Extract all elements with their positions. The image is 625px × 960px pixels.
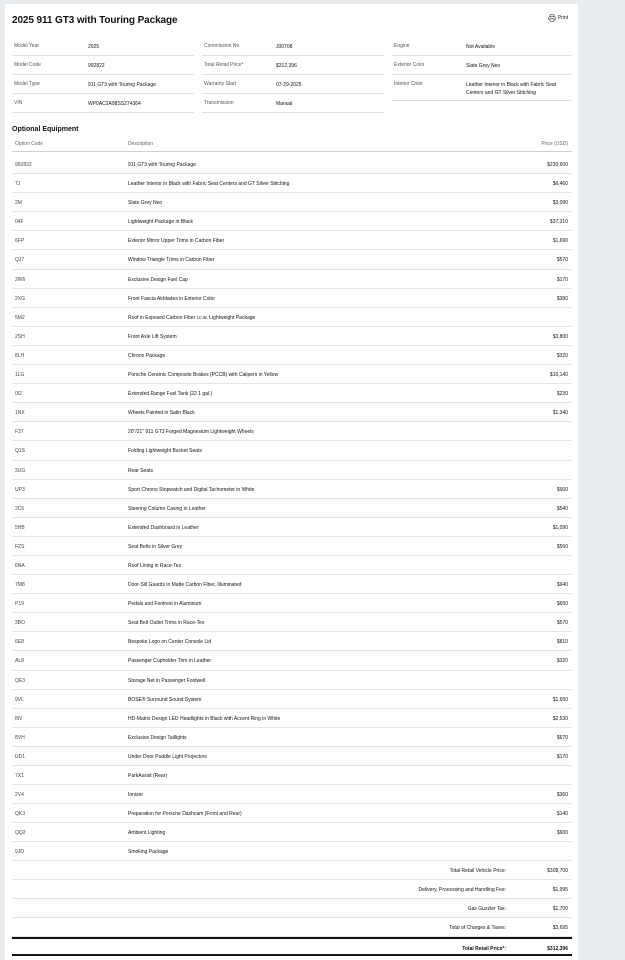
cell-description: Wheels Painted in Satin Black	[128, 410, 195, 417]
cell-description: Extended Dashboard in Leather	[128, 524, 199, 531]
cell-code: 8LH	[15, 352, 25, 359]
cell-price: $380	[556, 295, 568, 302]
spec-engine	[392, 37, 572, 56]
cell-price: $650	[556, 601, 568, 608]
cell-description: Steering Column Casing in Leather	[128, 505, 206, 512]
cell-description: Roof in Exposed Carbon Fiber i.c.w. Lightweight Package	[128, 314, 256, 321]
cell-description: Pedals and Footrest in Aluminum	[128, 601, 202, 608]
totals-row	[12, 918, 572, 937]
cell-description: Lightweight Package in Black	[128, 219, 194, 226]
spec-value: 07-29-2025	[276, 82, 302, 88]
cell-price: $140	[556, 811, 568, 818]
cell-code: QJ7	[15, 257, 25, 264]
total-label: Total of Charges & Taxes:	[449, 925, 506, 931]
cell-description: Ionizer	[128, 792, 144, 799]
spec-label: Exterior Color	[394, 62, 425, 68]
cell-price: $1,090	[552, 524, 568, 531]
cell-price: $560	[556, 543, 568, 550]
table-row	[12, 499, 572, 518]
cell-code: P19	[15, 601, 24, 608]
total-value: $308,700	[547, 868, 568, 874]
table-row	[12, 804, 572, 823]
cell-price: $3,090	[552, 200, 568, 207]
header-description: Description	[128, 141, 154, 147]
table-row	[12, 422, 572, 441]
cell-description: BOSE® Surround Sound System	[128, 696, 202, 703]
total-retail-price-row	[12, 937, 572, 956]
table-row	[12, 308, 572, 327]
cell-description: Leather Interior in Black with Fabric Seat Centers and GT Silver Stitching	[128, 181, 290, 188]
header-option-code: Option Code	[15, 141, 44, 147]
table-row	[12, 747, 572, 766]
table-row	[12, 250, 572, 269]
total-value: $1,700	[552, 906, 568, 912]
cell-description: Folding Lightweight Bucket Seats	[128, 448, 202, 455]
cell-description: Front Axle Lift System	[128, 333, 177, 340]
cell-code: 2C6	[15, 505, 25, 512]
cell-code: 2M	[15, 200, 22, 207]
cell-code: 5M2	[15, 314, 25, 321]
cell-description: Ambient Lighting	[128, 830, 166, 837]
spec-value: Not Available	[466, 44, 496, 50]
table-row	[12, 537, 572, 556]
spec-value: 911 GT3 with Touring Package	[88, 82, 156, 88]
cell-code: 7J	[15, 181, 21, 188]
cell-description: Extended Range Fuel Tank (22.1 gal.)	[128, 391, 213, 398]
table-row	[12, 632, 572, 651]
cell-price: $230	[556, 391, 568, 398]
equipment-table	[12, 155, 572, 861]
cell-price: $2,530	[552, 715, 568, 722]
cell-price: $540	[556, 505, 568, 512]
cell-description: Seat Belt Outlet Trims in Race-Tex	[128, 620, 205, 627]
cell-description: Storage Net in Passenger Footwell	[128, 677, 206, 684]
table-row	[12, 174, 572, 193]
cell-code: FZS	[15, 543, 25, 550]
cell-description: Front Fascia Airblades in Exterior Color	[128, 295, 215, 302]
spec-label: Model Code	[14, 62, 41, 68]
cell-description: Bespoke Logo on Center Console Lid	[128, 639, 212, 646]
spec-label: VIN	[14, 100, 23, 106]
cell-description: Window Triangle Trims in Carbon Fiber	[128, 257, 215, 264]
cell-price: $1,340	[552, 410, 568, 417]
page-margin	[578, 0, 625, 960]
spec-value: J00708	[276, 44, 293, 50]
spec-value: Leather Interior in Black with Fabric Seat Centers and GT Silver Stitching	[466, 82, 557, 96]
total-label: Gas Guzzler Tax:	[467, 906, 506, 912]
cell-code: 6NA	[15, 562, 25, 569]
table-row	[12, 709, 572, 728]
equipment-table-header	[12, 138, 572, 152]
spec-interior-color	[392, 75, 572, 101]
cell-code: 9JD	[15, 849, 24, 856]
cell-code: QQ2	[15, 830, 26, 837]
cell-code: 1NX	[15, 410, 25, 417]
total-value: $312,396	[547, 946, 568, 952]
spec-label: Transmission	[204, 100, 234, 106]
cell-code: QE3	[15, 677, 26, 684]
cell-code: 0I2	[15, 391, 22, 398]
totals-row	[12, 861, 572, 880]
spec-label: Engine	[394, 43, 410, 49]
table-row	[12, 671, 572, 690]
print-button[interactable]	[548, 14, 568, 22]
spec-total-retail-price	[202, 56, 384, 75]
cell-code: 2XG	[15, 295, 26, 302]
total-label: Total Retail Price*:	[462, 946, 506, 952]
cell-description: Smoking Package	[128, 849, 169, 856]
cell-description: Roof Lining in Race-Tex	[128, 562, 182, 569]
table-row	[12, 231, 572, 250]
cell-code: 6FP	[15, 238, 25, 245]
page-title: 2025 911 GT3 with Touring Package	[12, 15, 178, 26]
cell-price: $1,650	[552, 696, 568, 703]
spec-label: Interior Color	[394, 81, 423, 87]
table-row	[12, 651, 572, 670]
spec-vin	[12, 94, 194, 113]
cell-price: $1,690	[552, 238, 568, 245]
total-value: $3,695	[552, 925, 568, 931]
cell-price: $670	[556, 734, 568, 741]
cell-price: $570	[556, 257, 568, 264]
cell-code: QK3	[15, 811, 26, 818]
table-row	[12, 766, 572, 785]
cell-price: $940	[556, 582, 568, 589]
cell-code: F37	[15, 429, 24, 436]
window-sticker-sheet	[5, 4, 578, 960]
cell-code: 2SH	[15, 333, 25, 340]
cell-description: Exclusive Design Fuel Cap	[128, 276, 188, 283]
total-value: $1,995	[552, 887, 568, 893]
table-row	[12, 842, 572, 861]
cell-price: $810	[556, 639, 568, 646]
cell-price: $170	[556, 276, 568, 283]
cell-price: $320	[556, 352, 568, 359]
cell-code: AL8	[15, 658, 24, 665]
spec-label: Model Type	[14, 81, 40, 87]
cell-code: Q1S	[15, 448, 26, 455]
cell-price: $170	[556, 753, 568, 760]
total-label: Total Retail Vehicle Price:	[449, 868, 506, 874]
cell-price: $3,800	[552, 333, 568, 340]
spec-exterior-color	[392, 56, 572, 75]
cell-code: UD1	[15, 753, 26, 760]
cell-code: 2W6	[15, 276, 26, 283]
cell-price: $600	[556, 830, 568, 837]
header-price: Price (USD)	[541, 141, 568, 147]
cell-description: Passenger Cupholder Trim in Leather	[128, 658, 212, 665]
table-row	[12, 212, 572, 231]
table-row	[12, 461, 572, 480]
spec-model-year	[12, 37, 194, 56]
spec-label: Total Retail Price*	[204, 62, 244, 68]
cell-description: ParkAssist (Rear)	[128, 773, 168, 779]
cell-code: 9VL	[15, 696, 24, 703]
cell-description: Chrono Package	[128, 352, 166, 359]
table-row	[12, 823, 572, 842]
table-row	[12, 518, 572, 537]
spec-model-code	[12, 56, 194, 75]
cell-description: Slate Grey Neo	[128, 200, 163, 207]
table-row	[12, 403, 572, 422]
table-row	[12, 613, 572, 632]
print-label: Print	[557, 15, 568, 21]
cell-code: UP3	[15, 486, 25, 493]
table-row	[12, 556, 572, 575]
cell-code: 7M8	[15, 582, 25, 589]
cell-code: 5HB	[15, 524, 25, 531]
cell-description: Sport Chrono Stopwatch and Digital Tachometer in White	[128, 486, 255, 493]
cell-price: $320	[556, 658, 568, 665]
spec-value: Manual	[276, 101, 293, 107]
cell-code: 8IV	[15, 715, 23, 722]
spec-label: Commission No.	[204, 43, 241, 49]
cell-code: 6E8	[15, 639, 24, 646]
table-row	[12, 384, 572, 403]
cell-description: Seat Belts in Silver Grey	[128, 543, 183, 550]
spec-commission-no	[202, 37, 384, 56]
table-row	[12, 480, 572, 499]
table-row	[12, 193, 572, 212]
optional-equipment-heading: Optional Equipment	[12, 126, 79, 133]
cell-code: 8VH	[15, 734, 25, 741]
totals-row	[12, 880, 572, 899]
total-label: Delivery, Processing and Handling Fee:	[418, 887, 506, 893]
table-row	[12, 690, 572, 709]
table-row	[12, 728, 572, 747]
table-row	[12, 441, 572, 460]
cell-description: Preparation for Porsche Dashcam (Front and Rear)	[128, 811, 242, 818]
cell-price: $6,460	[552, 181, 568, 188]
table-row	[12, 346, 572, 365]
totals-row	[12, 899, 572, 918]
spec-value: Slate Grey Neo	[466, 63, 501, 69]
printer-icon	[548, 14, 556, 22]
cell-description: Porsche Ceramic Composite Brakes (PCCB) with Calipers in Yellow	[128, 372, 279, 379]
cell-price: $360	[556, 792, 568, 799]
spec-model-type	[12, 75, 194, 94]
spec-value: WP0AC2A98SS274364	[88, 101, 141, 107]
cell-price: $37,310	[549, 219, 568, 226]
table-row	[12, 594, 572, 613]
cell-price: $10,140	[549, 372, 568, 379]
cell-code: 2V4	[15, 792, 24, 799]
table-row	[12, 327, 572, 346]
table-row	[12, 365, 572, 384]
cell-price: $660	[556, 486, 568, 493]
cell-description: Exterior Mirror Upper Trims in Carbon Fiber	[128, 238, 225, 245]
totals-section	[12, 861, 572, 956]
spec-value: $312,396	[276, 63, 297, 69]
cell-code: 3BO	[15, 620, 26, 627]
table-row	[12, 785, 572, 804]
table-row	[12, 270, 572, 289]
cell-description: 911 GT3 with Touring Package	[128, 162, 196, 168]
table-row	[12, 155, 572, 174]
cell-code: 1LG	[15, 372, 25, 379]
cell-code: 7X1	[15, 773, 24, 779]
cell-description: Exclusive Design Taillights	[128, 734, 187, 741]
spec-value: 2025	[88, 44, 100, 50]
cell-description: Rear Seats	[128, 467, 154, 474]
cell-code: 992822	[15, 162, 32, 168]
table-row	[12, 289, 572, 308]
spec-label: Warranty Start	[204, 81, 237, 87]
spec-warranty-start	[202, 75, 384, 94]
cell-description: 20"/21" 911 GT3 Forged Magnesium Lightweight Wheels	[128, 429, 254, 436]
cell-description: HD-Matrix Design LED Headlights in Black with Accent Ring in White	[128, 715, 281, 722]
cell-price: $230,600	[547, 162, 568, 168]
spec-label: Model Year	[14, 43, 40, 49]
cell-description: Under Door Puddle Light Projectors	[128, 753, 207, 760]
spec-transmission	[202, 94, 384, 113]
table-row	[12, 575, 572, 594]
cell-description: Door-Sill Guards in Matte Carbon Fiber, Illuminated	[128, 582, 242, 589]
cell-code: 3UG	[15, 467, 26, 474]
spec-value: 992822	[88, 63, 105, 69]
cell-code: 04F	[15, 219, 24, 226]
cell-price: $570	[556, 620, 568, 627]
